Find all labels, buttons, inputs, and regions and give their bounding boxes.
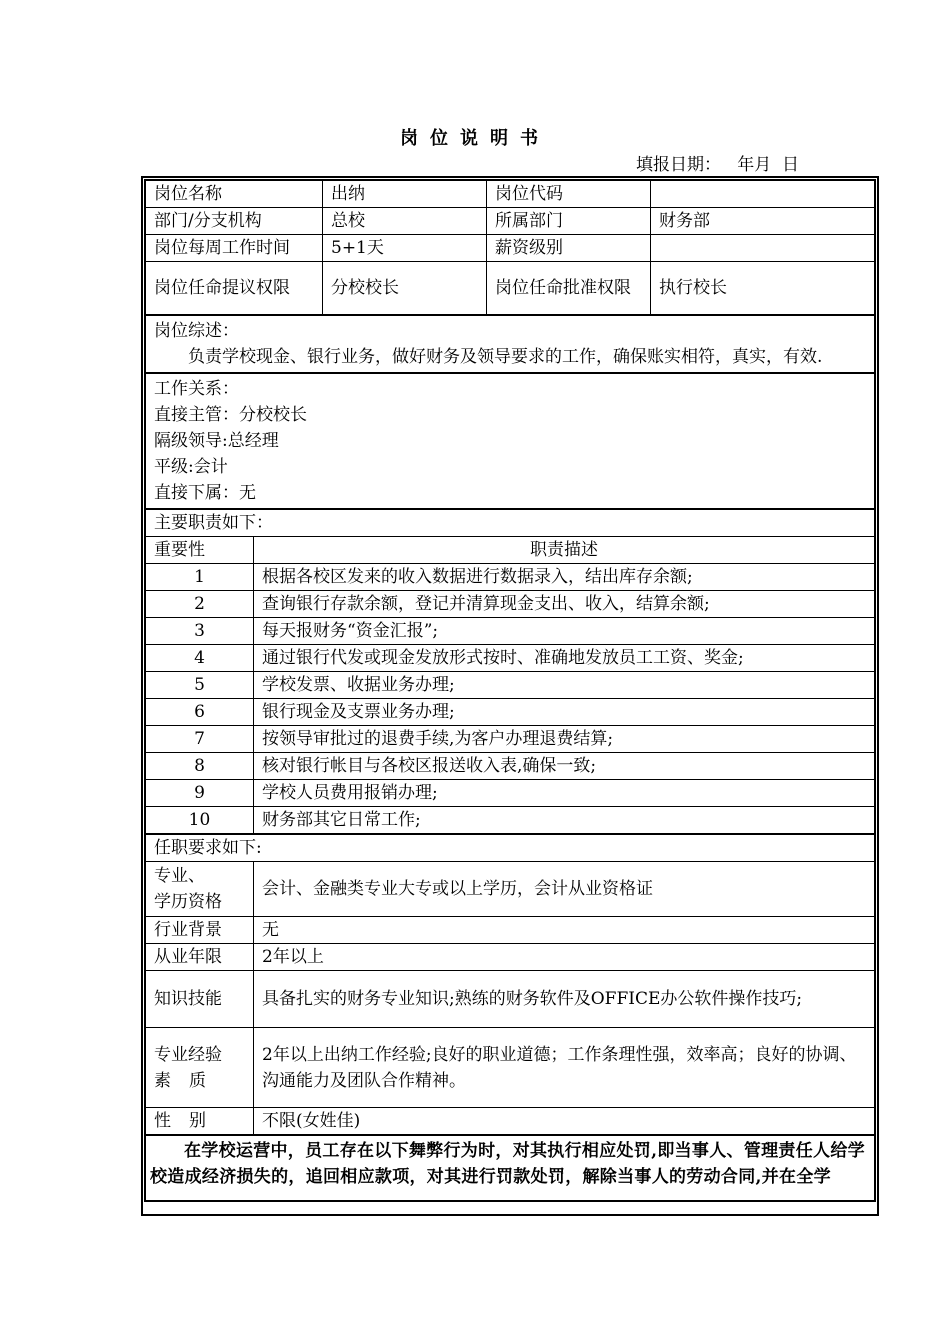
duty-text: 核对银行帐目与各校区报送收入表,确保一致;	[254, 753, 875, 780]
duty-text: 查询银行存款余额，登记并清算现金支出、收入，结算余额;	[254, 591, 875, 618]
duty-text: 按领导审批过的退费手续,为客户办理退费结算;	[254, 726, 875, 753]
duties-label: 主要职责如下：	[146, 510, 875, 537]
notice-section	[145, 1135, 875, 1201]
duty-text: 学校发票、收据业务办理;	[254, 672, 875, 699]
dept: 财务部	[651, 208, 875, 235]
basic-info-table	[145, 180, 875, 315]
col-desc: 职责描述	[254, 537, 875, 564]
skip-leader: 隔级领导:总经理	[154, 431, 279, 451]
skills-label: 知识技能	[146, 971, 254, 1028]
requirements-table	[145, 834, 875, 1135]
relations-section	[145, 373, 875, 509]
col-priority: 重要性	[146, 537, 254, 564]
exp-label-2: 素质	[154, 1070, 224, 1091]
years-label: 从业年限	[146, 944, 254, 971]
skills-value: 具备扎实的财务专业知识;熟练的财务软件及OFFICE办公软件操作技巧;	[254, 971, 875, 1028]
exp-label-1: 专业经验	[154, 1044, 222, 1065]
table-row	[146, 780, 875, 807]
duty-no: 7	[146, 726, 254, 753]
approve-label: 岗位任命批准权限	[487, 262, 651, 315]
table-row	[146, 753, 875, 780]
table-row	[146, 699, 875, 726]
duty-no: 9	[146, 780, 254, 807]
table-row	[146, 591, 875, 618]
summary-text: 负责学校现金、银行业务，做好财务及领导要求的工作，确保账实相符，真实，有效.	[188, 347, 823, 367]
salary	[651, 235, 875, 262]
duty-text: 财务部其它日常工作;	[254, 807, 875, 834]
edu-label-2: 学历资格	[154, 892, 222, 912]
salary-label: 薪资级别	[487, 235, 651, 262]
relations-label: 工作关系：	[154, 379, 239, 399]
position-code	[651, 181, 875, 208]
exp-value: 2年以上出纳工作经验;良好的职业道德；工作条理性强，效率高；良好的协调、沟通能力及团队合作精神。	[254, 1028, 875, 1108]
notice-text: 在学校运营中，员工存在以下舞弊行为时，对其执行相应处罚,即当事人、管理责任人给学校造成经济损失的，追回相应款项，对其进行罚款处罚，解除当事人的劳动合同,并在全学	[146, 1136, 875, 1201]
hours: 5+1天	[323, 235, 487, 262]
duty-no: 8	[146, 753, 254, 780]
subordinate: 直接下属：无	[154, 483, 256, 503]
page-title: 岗位说明书	[400, 128, 550, 149]
table-row	[146, 564, 875, 591]
gender-value: 不限(女姓佳)	[254, 1108, 875, 1135]
summary-label: 岗位综述：	[154, 321, 239, 341]
hours-label: 岗位每周工作时间	[146, 235, 323, 262]
propose: 分校校长	[323, 262, 487, 315]
position-name: 出纳	[323, 181, 487, 208]
dept-label: 所属部门	[487, 208, 651, 235]
table-row	[146, 672, 875, 699]
duty-text: 每天报财务“资金汇报”;	[254, 618, 875, 645]
industry-label: 行业背景	[146, 917, 254, 944]
dept-branch-label: 部门/分支机构	[146, 208, 323, 235]
table-row	[146, 645, 875, 672]
duty-no: 3	[146, 618, 254, 645]
duties-table	[145, 509, 875, 834]
job-description-form	[141, 176, 879, 1216]
duty-text: 银行现金及支票业务办理;	[254, 699, 875, 726]
requirements-label: 任职要求如下:	[146, 835, 875, 862]
duty-no: 5	[146, 672, 254, 699]
propose-label: 岗位任命提议权限	[146, 262, 323, 315]
duty-no: 1	[146, 564, 254, 591]
summary-section	[145, 315, 875, 373]
table-row	[146, 618, 875, 645]
duty-text: 根据各校区发来的收入数据进行数据录入，结出库存余额;	[254, 564, 875, 591]
industry-value: 无	[254, 917, 875, 944]
position-code-label: 岗位代码	[487, 181, 651, 208]
duty-no: 6	[146, 699, 254, 726]
fill-date: 填报日期： 年月 日	[636, 155, 800, 175]
edu-label-1: 专业、	[154, 866, 205, 886]
duty-no: 4	[146, 645, 254, 672]
table-row	[146, 726, 875, 753]
table-row	[146, 807, 875, 834]
duty-no: 10	[146, 807, 254, 834]
direct-boss: 直接主管：分校校长	[154, 405, 307, 425]
peer: 平级:会计	[154, 457, 228, 477]
dept-branch: 总校	[323, 208, 487, 235]
approve: 执行校长	[651, 262, 875, 315]
duty-no: 2	[146, 591, 254, 618]
position-name-label: 岗位名称	[146, 181, 323, 208]
edu-value: 会计、金融类专业大专或以上学历，会计从业资格证	[254, 862, 875, 917]
gender-label: 性别	[146, 1108, 254, 1135]
duty-text: 通过银行代发或现金发放形式按时、准确地发放员工工资、奖金;	[254, 645, 875, 672]
duty-text: 学校人员费用报销办理;	[254, 780, 875, 807]
years-value: 2年以上	[254, 944, 875, 971]
